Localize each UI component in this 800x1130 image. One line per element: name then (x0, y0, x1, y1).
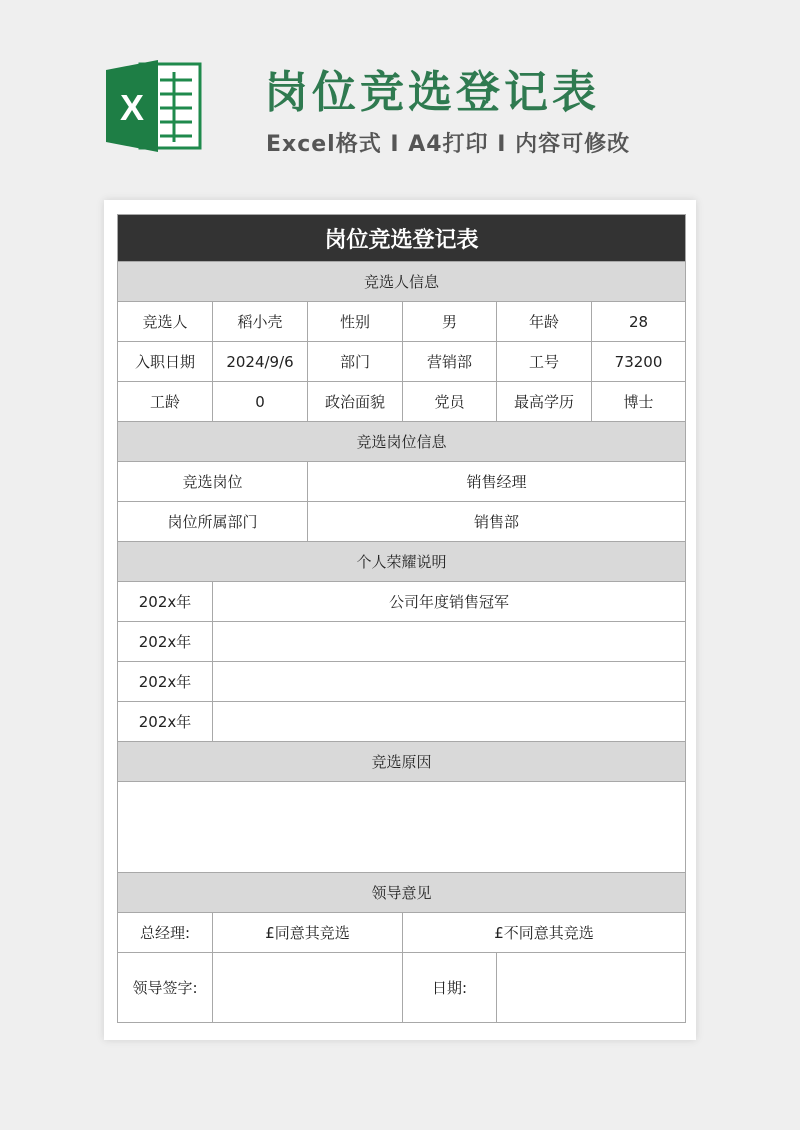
page-subtitle: Excel格式 I A4打印 I 内容可修改 (266, 132, 631, 157)
education-label: 最高学历 (497, 382, 592, 422)
gender-label: 性别 (308, 302, 403, 342)
manager-label: 总经理: (118, 913, 213, 953)
form-title: 岗位竞选登记表 (118, 215, 686, 262)
dept-cell[interactable]: 营销部 (403, 342, 497, 382)
honor-year-cell: 202x年 (118, 582, 213, 622)
name-label: 竞选人 (118, 302, 213, 342)
section-leader-opinion: 领导意见 (118, 873, 686, 913)
hire-date-label: 入职日期 (118, 342, 213, 382)
table-row (118, 913, 686, 953)
honor-text-cell[interactable] (213, 662, 686, 702)
page-title: 岗位竞选登记表 (264, 67, 600, 118)
table-row (118, 702, 686, 742)
table-row (118, 582, 686, 622)
gender-cell[interactable]: 男 (403, 302, 497, 342)
politics-label: 政治面貌 (308, 382, 403, 422)
section-candidate-info: 竞选人信息 (118, 262, 686, 302)
hire-date-cell[interactable]: 2024/9/6 (213, 342, 308, 382)
employee-id-cell[interactable]: 73200 (592, 342, 686, 382)
section-honors: 个人荣耀说明 (118, 542, 686, 582)
age-label: 年龄 (497, 302, 592, 342)
table-row (118, 462, 686, 502)
disagree-checkbox-option[interactable]: £不同意其竞选 (403, 913, 686, 953)
table-row (118, 502, 686, 542)
seniority-cell[interactable]: 0 (213, 382, 308, 422)
excel-logo-icon (102, 58, 206, 154)
svg-text:X: X (119, 87, 145, 128)
honor-text-cell[interactable] (213, 702, 686, 742)
table-row (118, 302, 686, 342)
name-cell[interactable]: 稻小壳 (213, 302, 308, 342)
signature-cell[interactable] (213, 953, 403, 1023)
table-row (118, 622, 686, 662)
seniority-label: 工龄 (118, 382, 213, 422)
age-cell[interactable]: 28 (592, 302, 686, 342)
education-cell[interactable]: 博士 (592, 382, 686, 422)
date-label: 日期: (403, 953, 497, 1023)
post-cell[interactable]: 销售经理 (308, 462, 686, 502)
honor-text-cell[interactable]: 公司年度销售冠军 (213, 582, 686, 622)
agree-checkbox-option[interactable]: £同意其竞选 (213, 913, 403, 953)
section-reason: 竞选原因 (118, 742, 686, 782)
table-row (118, 662, 686, 702)
honor-year-cell: 202x年 (118, 702, 213, 742)
table-row (118, 953, 686, 1023)
post-label: 竞选岗位 (118, 462, 308, 502)
post-dept-label: 岗位所属部门 (118, 502, 308, 542)
honor-year-cell: 202x年 (118, 662, 213, 702)
post-dept-cell[interactable]: 销售部 (308, 502, 686, 542)
table-row (118, 342, 686, 382)
reason-cell[interactable] (118, 782, 686, 873)
date-cell[interactable] (497, 953, 686, 1023)
employee-id-label: 工号 (497, 342, 592, 382)
signature-label: 领导签字: (118, 953, 213, 1023)
honor-text-cell[interactable] (213, 622, 686, 662)
table-row (118, 382, 686, 422)
registration-form-table (117, 214, 686, 1023)
politics-cell[interactable]: 党员 (403, 382, 497, 422)
dept-label: 部门 (308, 342, 403, 382)
honor-year-cell: 202x年 (118, 622, 213, 662)
section-position-info: 竞选岗位信息 (118, 422, 686, 462)
